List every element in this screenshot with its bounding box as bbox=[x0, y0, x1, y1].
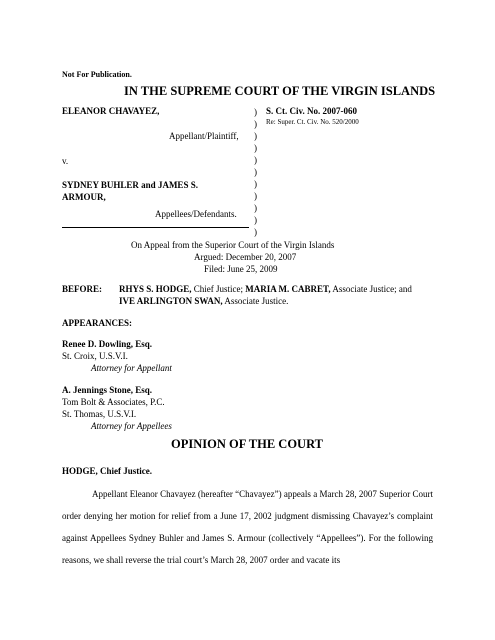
paren: ) bbox=[254, 143, 257, 153]
paren: ) bbox=[254, 131, 257, 141]
publication-note: Not For Publication. bbox=[62, 70, 132, 79]
opinion-paragraph: Appellant Eleanor Chavayez (hereafter “Chavayez”) appeals a March 28, 2007 Superior Court order denying her motion for relief from a June 17, 2002 judgment dismissing Chavayez’s complaint against Appellees Sydney Buhler and James S. Armour (collectively “Appellees”). For the following reasons, we shall reverse the trial court’s March 28, 2007 order and vacate its bbox=[62, 489, 433, 565]
judge-hodge: RHYS S. HODGE, bbox=[119, 284, 192, 294]
appellee-counsel-name: A. Jennings Stone, Esq. bbox=[62, 385, 153, 395]
appellee-counsel-location: St. Thomas, U.S.V.I. bbox=[62, 409, 137, 419]
plaintiff-role: Appellant/Plaintiff, bbox=[169, 131, 239, 141]
paren: ) bbox=[254, 179, 257, 189]
paren: ) bbox=[254, 167, 257, 177]
opinion-heading: OPINION OF THE COURT bbox=[171, 437, 324, 451]
panel-line-2 bbox=[119, 296, 288, 306]
paren: ) bbox=[254, 155, 257, 165]
lower-case-ref: Re: Super. Ct. Civ. No. 520/2000 bbox=[266, 118, 359, 126]
judge-cabret-title: Associate Justice; and bbox=[330, 284, 412, 294]
defendants-line-2: ARMOUR, bbox=[62, 192, 106, 202]
judge-swan-title: Associate Justice. bbox=[222, 296, 289, 306]
appearances-heading: APPEARANCES: bbox=[62, 318, 133, 328]
appellant-counsel-location: St. Croix, U.S.V.I. bbox=[62, 351, 128, 361]
defendants-role: Appellees/Defendants. bbox=[155, 209, 237, 219]
paren: ) bbox=[254, 191, 257, 201]
judge-hodge-title: Chief Justice; bbox=[191, 284, 246, 294]
judge-swan: IVE ARLINGTON SWAN, bbox=[119, 296, 223, 306]
appeal-origin: On Appeal from the Superior Court of the Virgin Islands bbox=[131, 240, 335, 250]
paren: ) bbox=[254, 107, 257, 117]
appellee-counsel-role: Attorney for Appellees bbox=[91, 421, 172, 431]
argued-date: Argued: December 20, 2007 bbox=[194, 252, 297, 262]
appellant-counsel-name: Renee D. Dowling, Esq. bbox=[62, 339, 153, 349]
caption-divider bbox=[62, 227, 249, 228]
case-number: S. Ct. Civ. No. 2007-060 bbox=[266, 106, 358, 116]
before-label: BEFORE: bbox=[62, 284, 103, 294]
paren: ) bbox=[254, 215, 257, 225]
appellant-counsel-role: Attorney for Appellant bbox=[91, 363, 172, 373]
versus: v. bbox=[62, 156, 69, 166]
paren: ) bbox=[254, 203, 257, 213]
court-title: IN THE SUPREME COURT OF THE VIRGIN ISLANDS bbox=[124, 84, 436, 98]
judge-cabret: MARIA M. CABRET, bbox=[245, 284, 331, 294]
filed-date: Filed: June 25, 2009 bbox=[204, 264, 278, 274]
panel-line-1 bbox=[119, 284, 412, 294]
paren: ) bbox=[254, 227, 257, 237]
appellee-counsel-firm: Tom Bolt & Associates, P.C. bbox=[62, 397, 165, 407]
opinion-author: HODGE, Chief Justice. bbox=[62, 466, 152, 476]
paren: ) bbox=[254, 119, 257, 129]
plaintiff-name: ELEANOR CHAVAYEZ, bbox=[62, 106, 160, 116]
defendants-line-1: SYDNEY BUHLER and JAMES S. bbox=[62, 180, 198, 190]
